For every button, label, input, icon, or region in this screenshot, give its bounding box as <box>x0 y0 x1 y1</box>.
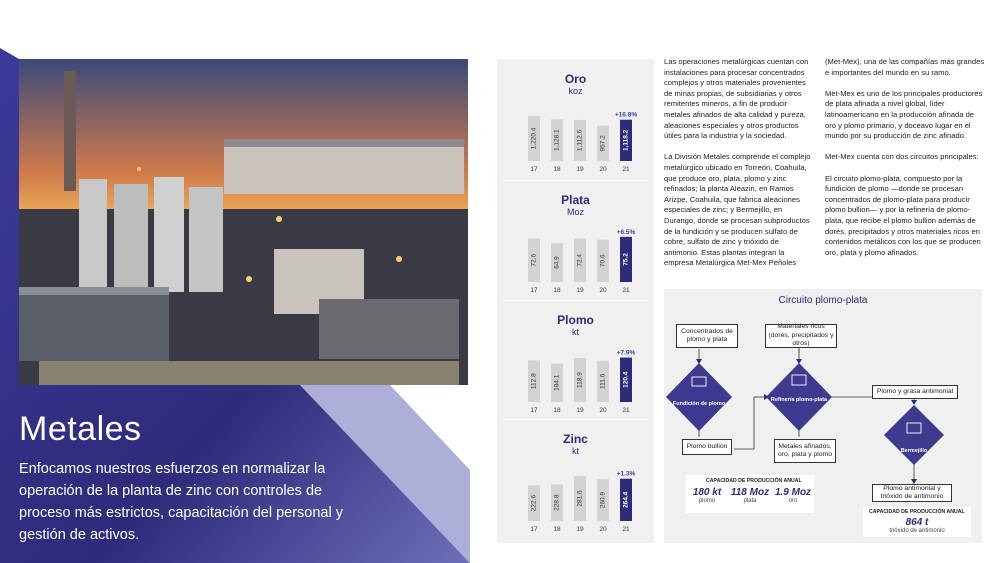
chart-title: Plomo <box>557 313 594 327</box>
x-tick-label: 20 <box>599 526 607 533</box>
x-tick-label: 19 <box>576 526 584 533</box>
x-tick-label: 19 <box>576 166 584 173</box>
industrial-plant-photo <box>19 59 468 385</box>
bar-value-label: 112.8 <box>530 373 538 390</box>
diamond-bermejillo <box>884 405 944 465</box>
capacity-label: plata <box>743 498 757 504</box>
paragraph: El circuito plomo-plata, compuesto por la fundición de plomo —donde se procesan concentrados de plomo-plata para producir plomo bullion— y por la refinería de plomo-plata, que recibe el plomo bullion además de dorés, precipitados y otros materiales ricos en contenidos metálicos con los que se producen oro, plata y plomo afinados. <box>825 173 981 257</box>
production-charts-panel <box>497 59 654 543</box>
capacity-card-1 <box>686 475 814 513</box>
capacity-value: 1.9 Moz <box>774 487 812 498</box>
bar-value-label: 104.1 <box>553 374 561 391</box>
x-tick-label: 21 <box>622 407 630 414</box>
chart-title: Zinc <box>563 432 588 446</box>
paragraph: (Met-Mex), una de las compañías más grandes e importantes del mundo en su ramo. <box>825 57 985 77</box>
x-tick-label: 18 <box>553 526 561 533</box>
capacity-label: oro <box>788 498 798 504</box>
bar-value-label: 228.8 <box>553 494 561 511</box>
box-materiales: Materiales ricos (dorés, precipitados y otros) <box>765 324 837 348</box>
paragraph: Met-Mex es uno de los principales productores de plata afinada a nivel global, líder latinoamericano en la producción afinada de oro y plomo primario, y doceavo lugar en el mundo por su producción de zinc afinado. <box>825 88 983 141</box>
capacity-oro <box>772 487 814 504</box>
x-tick-label: 17 <box>530 166 538 173</box>
chart-plot <box>497 89 654 179</box>
bar-value-label: 1,128.1 <box>553 129 561 152</box>
capacity-title: CAPACIDAD DE PRODUCCIÓN ANUAL <box>869 509 965 515</box>
chart-unit: koz <box>568 86 583 96</box>
x-tick-label: 19 <box>576 287 584 294</box>
box-plomo-bullion: Plomo bullion <box>682 439 732 455</box>
chart-unit: Moz <box>566 207 584 217</box>
text-column-1 <box>664 57 814 279</box>
page-subtitle: Enfocamos nuestros esfuerzos en normalizar la operación de la planta de zinc con controles de proceso más estrictos, capacitación del personal y gestión de activos. <box>19 461 343 543</box>
box-plomo-antimonial: Plomo antimonial y trióxido de antimonio <box>872 484 952 502</box>
paragraph: Met-Mex cuenta con dos circuitos principales: <box>825 152 979 162</box>
capacity-plomo <box>686 487 728 504</box>
chart-zinc <box>497 419 654 543</box>
circuit-diagram <box>664 289 982 543</box>
chart-plomo <box>497 300 654 419</box>
bar-value-label: 1,220.4 <box>530 127 538 150</box>
paragraph: La División Metales comprende el complejo metalúrgico ubicado en Torreón, Coahuila, que produce oro, plata, plomo y zinc refinados; la planta Aleazin, en Ramos Arizpe, Coahuila, que fabrica aleaciones especiales de zinc; y Bermejillo, en Durango, donde se procesan subproductos de la fundición y se producen sulfato de cobre, sulfato de zinc y trióxido de antimonio. Estas plantas integran la empresa Metalúrgica Met-Mex Peñoles <box>664 152 811 268</box>
capacity-antimonio <box>863 517 971 534</box>
chart-divider <box>503 180 648 181</box>
chart-unit: kt <box>571 446 579 456</box>
x-tick-label: 18 <box>553 407 561 414</box>
node-refineria-label: Refinería plomo-plata <box>770 397 828 403</box>
chart-plot <box>497 210 654 300</box>
bar-value-label: 281.6 <box>576 490 584 507</box>
bar-value-label: 118.9 <box>576 372 584 388</box>
bar-value-label: 75.2 <box>622 253 630 266</box>
chart-plata <box>497 180 654 300</box>
bar-value-label: 72.4 <box>576 253 584 267</box>
bar-value-label: 957.2 <box>599 135 607 152</box>
capacity-value: 180 kt <box>692 487 722 498</box>
capacity-value: 864 t <box>905 517 929 528</box>
box-metales-afinados: Metales afinados, oro, plata y plomo <box>774 439 836 463</box>
chart-plot <box>497 449 654 539</box>
x-tick-label: 21 <box>622 526 630 533</box>
x-tick-label: 20 <box>599 166 607 173</box>
x-tick-label: 17 <box>530 287 538 294</box>
x-tick-label: 18 <box>553 287 561 294</box>
growth-label: +7.9% <box>616 349 636 357</box>
diagram-title: Circuito plomo-plata <box>778 295 868 306</box>
capacity-label: trióxido de antimonio <box>889 528 945 534</box>
bar-value-label: 1,118.2 <box>622 129 630 152</box>
x-tick-label: 18 <box>553 166 561 173</box>
chart-title: Plata <box>561 193 590 207</box>
capacity-label: plomo <box>698 498 716 504</box>
bar-value-label: 264.4 <box>622 491 630 508</box>
x-tick-label: 17 <box>530 407 538 414</box>
bar-value-label: 64.9 <box>553 256 561 269</box>
chart-oro <box>497 59 654 180</box>
box-concentrados: Concentrados de plomo y plata <box>676 324 738 348</box>
chart-unit: kt <box>571 327 579 337</box>
x-tick-label: 20 <box>599 407 607 414</box>
capacity-title: CAPACIDAD DE PRODUCCIÓN ANUAL <box>706 478 802 484</box>
diamond-fundicion <box>666 363 732 431</box>
bar-value-label: 120.4 <box>622 371 630 388</box>
chart-divider <box>503 419 648 420</box>
chart-title: Oro <box>564 72 587 86</box>
x-tick-label: 21 <box>622 287 630 294</box>
bar-value-label: 260.9 <box>599 491 607 509</box>
x-tick-label: 19 <box>576 407 584 414</box>
node-bermejillo-label: Bermejillo <box>900 448 928 454</box>
box-plomo-grasa: Plomo y grasa antimonial <box>872 385 958 399</box>
text-column-2 <box>825 57 985 269</box>
bar-value-label: 111.6 <box>599 373 607 390</box>
chart-plot <box>497 330 654 420</box>
x-tick-label: 20 <box>599 287 607 294</box>
growth-label: +1.3% <box>616 470 636 478</box>
bar-value-label: 1,112.6 <box>576 129 584 152</box>
x-tick-label: 17 <box>530 526 538 533</box>
paragraph: Las operaciones metalúrgicas cuentan con instalaciones para procesar concentrados complejos y otros materiales provenientes de minas propias, de subsidiarias y otros remitentes mineros, a fin de producir metales afinados de alta calidad y pureza, aleaciones especiales y otros productos útiles para la industria y la sociedad. <box>664 57 809 141</box>
growth-label: +16.8% <box>614 111 638 119</box>
capacity-plata <box>728 487 772 504</box>
page-title: Metales <box>19 410 142 448</box>
growth-label: +6.5% <box>616 228 636 236</box>
capacity-card-2 <box>863 507 971 537</box>
bar-value-label: 72.6 <box>530 253 538 267</box>
capacity-value: 118 Moz <box>730 487 770 498</box>
node-fundicion-label: Fundición de plomo <box>672 401 726 407</box>
x-tick-label: 21 <box>622 166 630 173</box>
bar-value-label: 70.6 <box>599 254 607 268</box>
chart-divider <box>503 300 648 301</box>
bar-value-label: 222.6 <box>530 495 538 512</box>
